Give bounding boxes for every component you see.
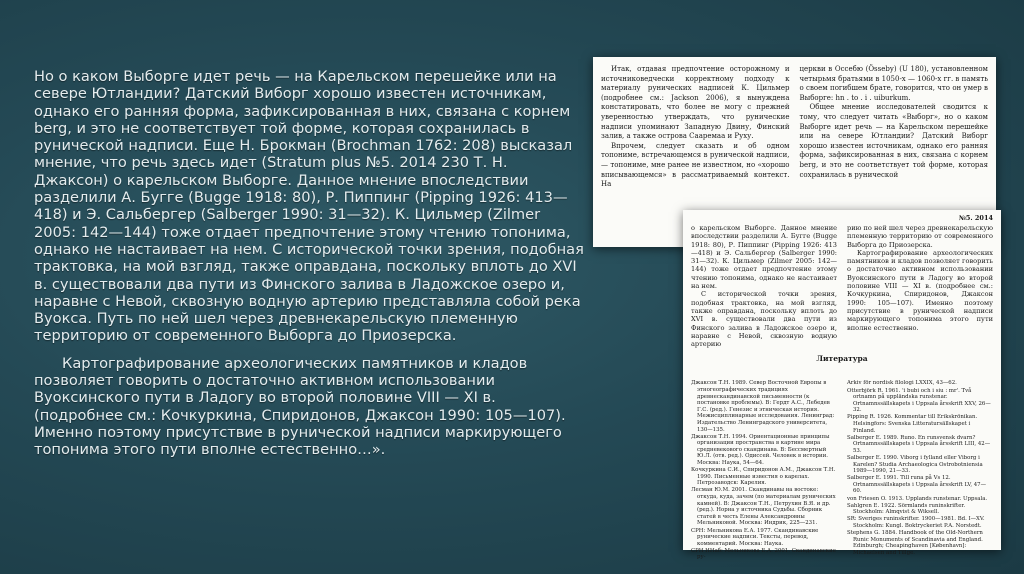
- doc-back-col2-para-2: Общее мнение исследователей сводится к тому, что следует читать «Выборг», но о каком Выборге идет речь — на Карельском перешейке или на севере Ютландии? Датский Виборг хорошо известен источникам, однако его ранняя форма, зафиксированная в них, связана с корнем berg, и это не соответствует той форме, которая сохранилась в рунической: [799, 103, 988, 179]
- doc-back-col1-para-1: Итак, отдавая предпочтение осторожному и источниковедчески корректному подходу к материалу рунических надписей К. Цильмер (подробнее см.: Jackson 2006), я вынуждена констатировать, что более не могу с прежней уверенностью утверждать, что рунические надписи упоминают Западную Двину, Финский залив, а также острова Сааремаа и Руху.: [601, 65, 790, 141]
- doc-front-col2-para-1: рию по ней шел через древнекарельскую племенную территорию от современного Выборга до Приозерска.: [847, 224, 993, 249]
- reference-entry: Arkiv för nordisk filologi LXXIX, 43—62.: [847, 380, 957, 387]
- reference-entry: Stephens G. 1884. Handbook of the Old-Northern Runic Monuments of Scandinavia and England. Edinburgh; Cheapinghaven [København]: Michaelsen and Tillge.: [847, 530, 983, 556]
- reference-entry: SR: Sveriges runinskrifter. 1900—1981. Bd. I—XV. Stockholm: Kungl. Boktryckeriet P.A. Norstedt.: [847, 516, 985, 529]
- references-left-column: [691, 380, 837, 561]
- doc-front-col2-para-2: Картографирование археологических памятников и кладов позволяет говорить о достаточно активном использовании Вуоксинского пути в Ладогу во второй половине VIII — XI в. (подробнее см.: Кочкуркина, Спиридонов, Джаксон 1990: 105—107). Именно поэтому присутствие в рунической надписи маркирующего топонима этого пути вполне естественно.: [847, 248, 993, 332]
- reference-entry: Salberger E. 1991. Till runa på Vs 12. Ortnamnssällskapets i Uppsala årsskrift LV, 47—60.: [847, 475, 987, 495]
- doc-back-column-2: [800, 65, 989, 190]
- reference-entry: Кочкуркина С.И., Спиридонов А.М., Джаксон Т.Н. 1990. Письменные известия о карелах. Петрозаводск: Карелия.: [691, 467, 836, 487]
- reference-entry: Лесман Ю.М. 2001. Скандинавы на востоке: откуда, куда, зачем (по материалам рунических камней). В: Джаксон Т.Н., Петрухин В.Я. и др. (ред.). Норна у источника Судьбы. Сборник статей в честь Елены Александровны Мельниковой. Москва: Индрик, 225—231.: [691, 487, 836, 527]
- doc-front-col1-para-1: о карельском Выборге. Данное мнение впоследствии разделили А. Бугге (Bugge 1918: 80), Р. Пиппинг (Pipping 1926: 413—418) и Э. Сальбергер (Salberger 1990: 31—32). К. Цильмер (Zilmer 2005: 142—144) тоже отдает предпочтение этому чтению топонима, однако не настаивает на нем.: [691, 224, 837, 291]
- doc-back-col2-para-1: церкви в Оссебю (Össeby) (U 180), установленном четырьмя братьями в 1050-х — 1060-х гг. в память о своем погибшем брате, говорится, что он умер в Выборге: hn . to . i . uiburkum.: [799, 65, 988, 102]
- literature-heading: Литература: [816, 354, 868, 364]
- doc-front-column-1: [691, 224, 837, 348]
- reference-entry: Pipping R. 1926. Kommentar till Erikskrönikan. Helsingfors: Svenska Litteratursällskapet i Finland.: [847, 414, 978, 434]
- reference-entry: von Friesen O. 1913. Upplands runstenar. Uppsala.: [847, 495, 988, 502]
- doc-back-column-1: [601, 65, 790, 190]
- slide-text-block: [34, 68, 586, 459]
- doc-back-col1-para-2: Впрочем, следует сказать и об одном топониме, встречающемся в рунической надписи, — топониме, мне ранее не известном, но «хорошо вписывающемся» в рассматриваемый контекст. На: [601, 141, 790, 189]
- doc-front-col1-para-2: С исторической точки зрения, подобная трактовка, на мой взгляд, также оправдана, поскольку вплоть до XVI в. существовали два пути из Финского залива в Ладожское озеро и, наравне с Невой, сквозную водную артерию: [691, 290, 837, 349]
- references-right-column: [847, 380, 993, 561]
- reference-entry: СРН: Мельникова Е.А. 1977. Скандинавские рунические надписи. Тексты, перевод, комментарий. Москва: Наука.: [691, 527, 819, 547]
- journal-issue-tag: №5. 2014: [958, 214, 993, 222]
- reference-entry: Salberger E. 1989. Runo. En runsvensk dvarn? Ortnamnssällskapets i Uppsala årsskrift LIII, 42—53.: [847, 434, 991, 454]
- reference-entry: Otterbjörk R. 1961. 'i bubi och i siu : mr'. Två ortnamn på uppländska runstenar. Ortnamnssällskapets i Uppsala årsskrift XXV, 26—32.: [847, 387, 991, 414]
- reference-entry: СРН ННаб: Мельникова Е.А. 2001. Скандинавские ру-: [691, 547, 836, 561]
- document-scan-front: [683, 210, 1001, 561]
- reference-entry: Джаксон Т.Н. 1994. Ориентационные принципы организации пространства в картине мира средневекового скандинава. В: Бессмертный Ю.Л. (отв. ред.). Одиссей. Человек в истории. Москва: Наука, 54—64.: [691, 433, 830, 467]
- reference-entry: Salberger E. 1990. Viborg i fylland eller Viborg i Karelen? Studia Archaeologica Ostrobotniensia 1989—1990, 21—33.: [847, 454, 983, 475]
- slide-paragraph-2: Картографирование археологических памятников и кладов позволяет говорить о достаточно активном использовании Вуоксинского пути в Ладогу во второй половине VIII — XI в. (подробнее см.: Кочкуркина, Спиридонов, Джаксон 1990: 105—107). Именно поэтому присутствие в рунической надписи маркирующего топонима этого пути вполне естественно…».: [34, 354, 566, 459]
- doc-front-column-2: [847, 224, 993, 348]
- slide-paragraph-1: Но о каком Выборге идет речь — на Карельском перешейке или на севере Ютландии? Датский Виборг хорошо известен источникам, однако его ранняя форма, зафиксированная в них, связана с корнем berg, и это не соответствует той форме, которая сохранилась в рунической надписи. Еще Н. Брокман (Brochman 1762: 208) высказал мнение, что речь здесь идет (Stratum plus №5. 2014 230 Т. Н. Джаксон) о карельском Выборге. Данное мнение впоследствии разделили А. Бугге (Bugge 1918: 80), Р. Пиппинг (Pipping 1926: 413—418) и Э. Сальбергер (Salberger 1990: 31—32). К. Цильмер (Zilmer 2005: 142—144) тоже отдает предпочтение этому чтению топонима, однако не настаивает на нем. С исторической точки зрения, подобная трактовка, на мой взгляд, также оправдана, поскольку вплоть до XVI в. существовали два пути из Финского залива в Ладожское озеро и, наравне с Невой, сквозную водную артерию представляла собой река Вуокса. Путь по ней шел через древнекарельскую племенную территорию от современного Выборга до Приозерска.: [34, 68, 584, 345]
- reference-entry: Sahlgren E. 1922. Sörmlands runinskrifter. Stockholm: Almqvist & Wiksell.: [847, 502, 966, 516]
- reference-entry: Джаксон Т.Н. 1989. Север Восточной Европы в этногеографических традициях древнескандинавской письменности (к постановке проблемы). В: Гердт А.С., Лебедев Г.С. (ред.). Генезис и этническая история. Межисциплинарные исследования. Ленинград: Издательство Ленинградского университета, 130—135.: [691, 380, 835, 433]
